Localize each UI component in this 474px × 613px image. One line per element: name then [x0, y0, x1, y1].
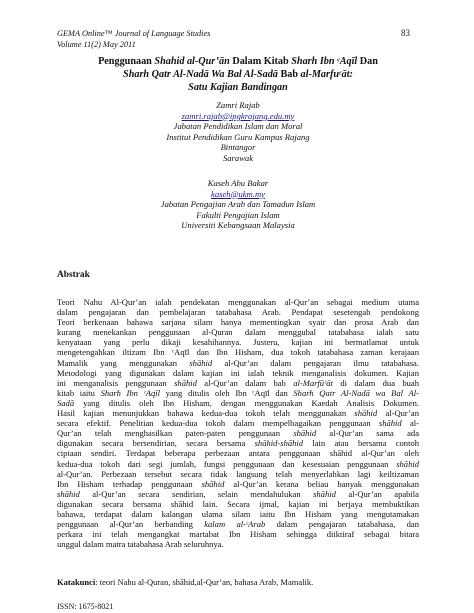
abstract-line: Metodologi yang digunakan dalam kajian ini ialah teknik menganalisis dokumen. Kajian	[57, 367, 419, 378]
abstract-line: perkara ini telah mengangkat martabat Ibn Hisham sehingga diiktiraf sebagai bitara	[57, 529, 419, 540]
author-email-link[interactable]: zamri.rajab@ipgkrajang.edu.my	[181, 110, 295, 121]
author-name: Zamri Rajab	[216, 100, 260, 110]
abstract-italic: shāhid	[174, 377, 197, 388]
title-text: Penggunaan	[98, 56, 155, 67]
abstract-text: al-Qur’an secara sendirian, selain mendahulukan	[79, 488, 314, 499]
title-text: Bab	[277, 69, 301, 80]
page-number: 83	[401, 28, 410, 38]
abstract-line	[57, 438, 419, 448]
abstract-text: kedua-dua tokoh dari segi jumlah, fungsi penggunaan dan kesesuaian penggunaan	[57, 458, 397, 469]
abstract-line	[57, 358, 419, 368]
abstract-italic: shāhid	[254, 438, 278, 449]
abstract-line	[57, 378, 419, 388]
author-affiliation: Jabatan Pendidikan Islam dan Moral	[173, 121, 303, 131]
abstract-line	[57, 408, 419, 418]
title-text: Dan	[357, 56, 378, 67]
abstract-line: kenyataan yang perlu dikaji kesahihannya. Justeru, kajian ini bermatlamat untuk	[57, 337, 419, 348]
title-line-2	[60, 68, 416, 81]
abstract-text: al-Qur’an apabila	[335, 488, 419, 499]
author-affiliation: Jabatan Pengajian Arab dan Tamadun Islam	[160, 199, 316, 209]
paper-title	[60, 55, 416, 94]
author-affiliation: Fakulti Pengajian Islam	[196, 209, 280, 220]
title-line-3	[60, 81, 416, 94]
abstract-text: Qur’an telah menghasilkan paten-paten penggunaan	[57, 428, 294, 439]
abstract-italic: shāhid	[201, 478, 225, 489]
abstract-heading: Abstrak	[57, 270, 90, 280]
abstract-text: Hasil kajian menunjukkan bahawa kedua-dua tokoh telah menggunakan	[57, 408, 355, 419]
journal-name: GEMA Online™ Journal of Language Studies	[57, 29, 211, 38]
abstract-italic: shāhid	[378, 418, 402, 429]
abstract-italic: Sharh Ibn ᶜAqīl	[100, 387, 161, 398]
abstract-text: al-Qur’an	[377, 408, 419, 419]
abstract-text: dalam pengajaran tatabahasa, dan	[265, 519, 419, 530]
abstract-italic: shāhid	[354, 408, 378, 419]
abstract-text: di dalam dua buah	[332, 377, 419, 388]
author-name: Kaseh Abu Bakar	[207, 178, 269, 188]
volume-info: Volume 11(2) May 2011	[57, 40, 136, 49]
abstract-italic: al-Marfūᶜāt	[293, 377, 333, 388]
abstract-text: ini menganalisis penggunaan	[57, 377, 175, 388]
abstract-text: al-Qur’an kerana beliau banyak menggunakan	[224, 478, 419, 489]
abstract-italic: shāhid	[189, 357, 213, 368]
keywords	[57, 577, 419, 587]
abstract-text: kitab iaitu	[57, 387, 101, 398]
abstract-line: mengetengahkan iltizam Ibn ᶜAqīl dan Ibn Hisham, dua tokoh tatabahasa zaman kerajaan	[57, 347, 419, 358]
issn-footer: ISSN: 1675-8021	[57, 602, 114, 611]
abstract-italic: shāhid	[313, 488, 336, 499]
abstract-text: penggunaan al-Qur’an berbanding	[57, 519, 205, 530]
abstract-text: secara efektif. Penelitian kedua-dua tokoh dalam mempelbagaikan penggunaan	[57, 418, 379, 429]
abstract-line	[57, 398, 419, 408]
abstract-text: lain atau bersama contoh	[303, 438, 419, 449]
keywords-label: Katakunci	[57, 577, 96, 587]
abstract-text: digunakan secara bersendirian, secara bersama	[57, 438, 255, 449]
author-affiliation: Universiti Kebangsaan Malaysia	[181, 220, 295, 230]
title-italic: Shahid al-Qur’ān	[154, 56, 230, 67]
abstract-text: yang ditulis oleh Ibn ᶜAqīl dan	[160, 387, 294, 398]
abstract-italic: Sadā	[57, 397, 75, 408]
abstract-body	[57, 297, 419, 549]
author-affiliation: Institut Pendidikan Guru Kampus Rajang	[166, 131, 310, 142]
title-italic: Sharh Qatr Al-Nadā Wa Bal Al-Sadā	[123, 69, 278, 80]
abstract-text: al-Qur’an dalam bab	[196, 377, 294, 388]
abstract-line: ciptaan sendiri. Terdapat beberapa perbezaan antara penggunaan shāhid al-Qur’an oleh	[57, 448, 419, 459]
abstract-italic: kalam al-ᶜArab	[204, 519, 266, 530]
abstract-line	[57, 428, 419, 438]
abstract-line: digunakan secara bersama shāhid lain. Secara ijmal, kajian ini berjaya membuktikan	[57, 498, 419, 509]
title-text: Dalam Kitab	[229, 56, 292, 67]
author-state: Sarawak	[222, 152, 254, 163]
abstract-text: -	[277, 438, 281, 449]
running-head	[57, 28, 210, 50]
abstract-line: Teori berkenaan bahawa sarjana silam hanya mementingkan syair dan prosa Arab dan	[57, 317, 419, 328]
abstract-line	[57, 459, 419, 469]
abstract-text: Mamalik yang menggunakan	[57, 357, 190, 368]
abstract-italic: Sharh Qatr Al-Nadā wa Bal Al-	[293, 387, 419, 398]
abstract-line	[57, 489, 419, 499]
author-city: Bintangor	[220, 142, 256, 152]
keywords-text: : teori Nahu al-Quran, shāhid,al-Qur’an, bahasa Arab, Mamalik.	[95, 577, 314, 587]
abstract-line: kurang menekankan penggunaan al-Quran dalam menggubal tatabahasa ialah satu	[57, 327, 419, 338]
abstract-text: al-	[401, 418, 419, 429]
abstract-text: al-Qur’an dalam pengajaran ilmu tatabahasa.	[212, 357, 419, 368]
abstract-line: unggul dalam matra tatabahasa Arab seluruhnya.	[57, 539, 224, 550]
abstract-line: al-Qur’an. Perbezaan tersebut secara tidak langsung telah menyerlahkan lagi keiltizaman	[57, 468, 419, 479]
abstract-text: Ibn Hisham terhadap penggunaan	[57, 478, 202, 489]
abstract-line	[57, 418, 419, 428]
abstract-text: al-Qur’an sama ada	[316, 428, 419, 439]
author-block-1	[60, 100, 416, 163]
abstract-line	[57, 388, 419, 398]
abstract-italic: shāhid	[280, 438, 304, 449]
abstract-italic: shāhid	[293, 428, 317, 439]
abstract-line: Teori Nahu Al-Qur’an ialah pendekatan menggunakan al-Qur’an sebagai medium utama	[57, 297, 419, 307]
abstract-text: yang ditulis oleh Ibn Hisham, dengan menggunakan Kaedah Analisis Dokumen.	[74, 397, 419, 408]
abstract-line: dalam pengajaran dan pembelajaran tatabahasa Arab. Pendapat sesetengah pendokong	[57, 307, 419, 318]
title-italic: Satu Kajian Bandingan	[188, 82, 288, 93]
abstract-line	[57, 479, 419, 489]
title-italic: Sharh Ibn ᶜAqīl	[291, 56, 358, 67]
abstract-italic: shāhid	[396, 458, 419, 469]
abstract-italic: shāhid	[57, 488, 80, 499]
abstract-line: bahawa, terdapat dalam kalangan ulama silam iaitu Ibn Hisham yang mengutamakan	[57, 508, 419, 519]
abstract-line	[57, 519, 419, 529]
author-email-link[interactable]: kaseh@ukm.my	[211, 188, 265, 199]
title-italic: al-Marfuᶜāt:	[300, 69, 353, 80]
title-line-1	[60, 55, 416, 68]
author-block-2	[60, 178, 416, 231]
